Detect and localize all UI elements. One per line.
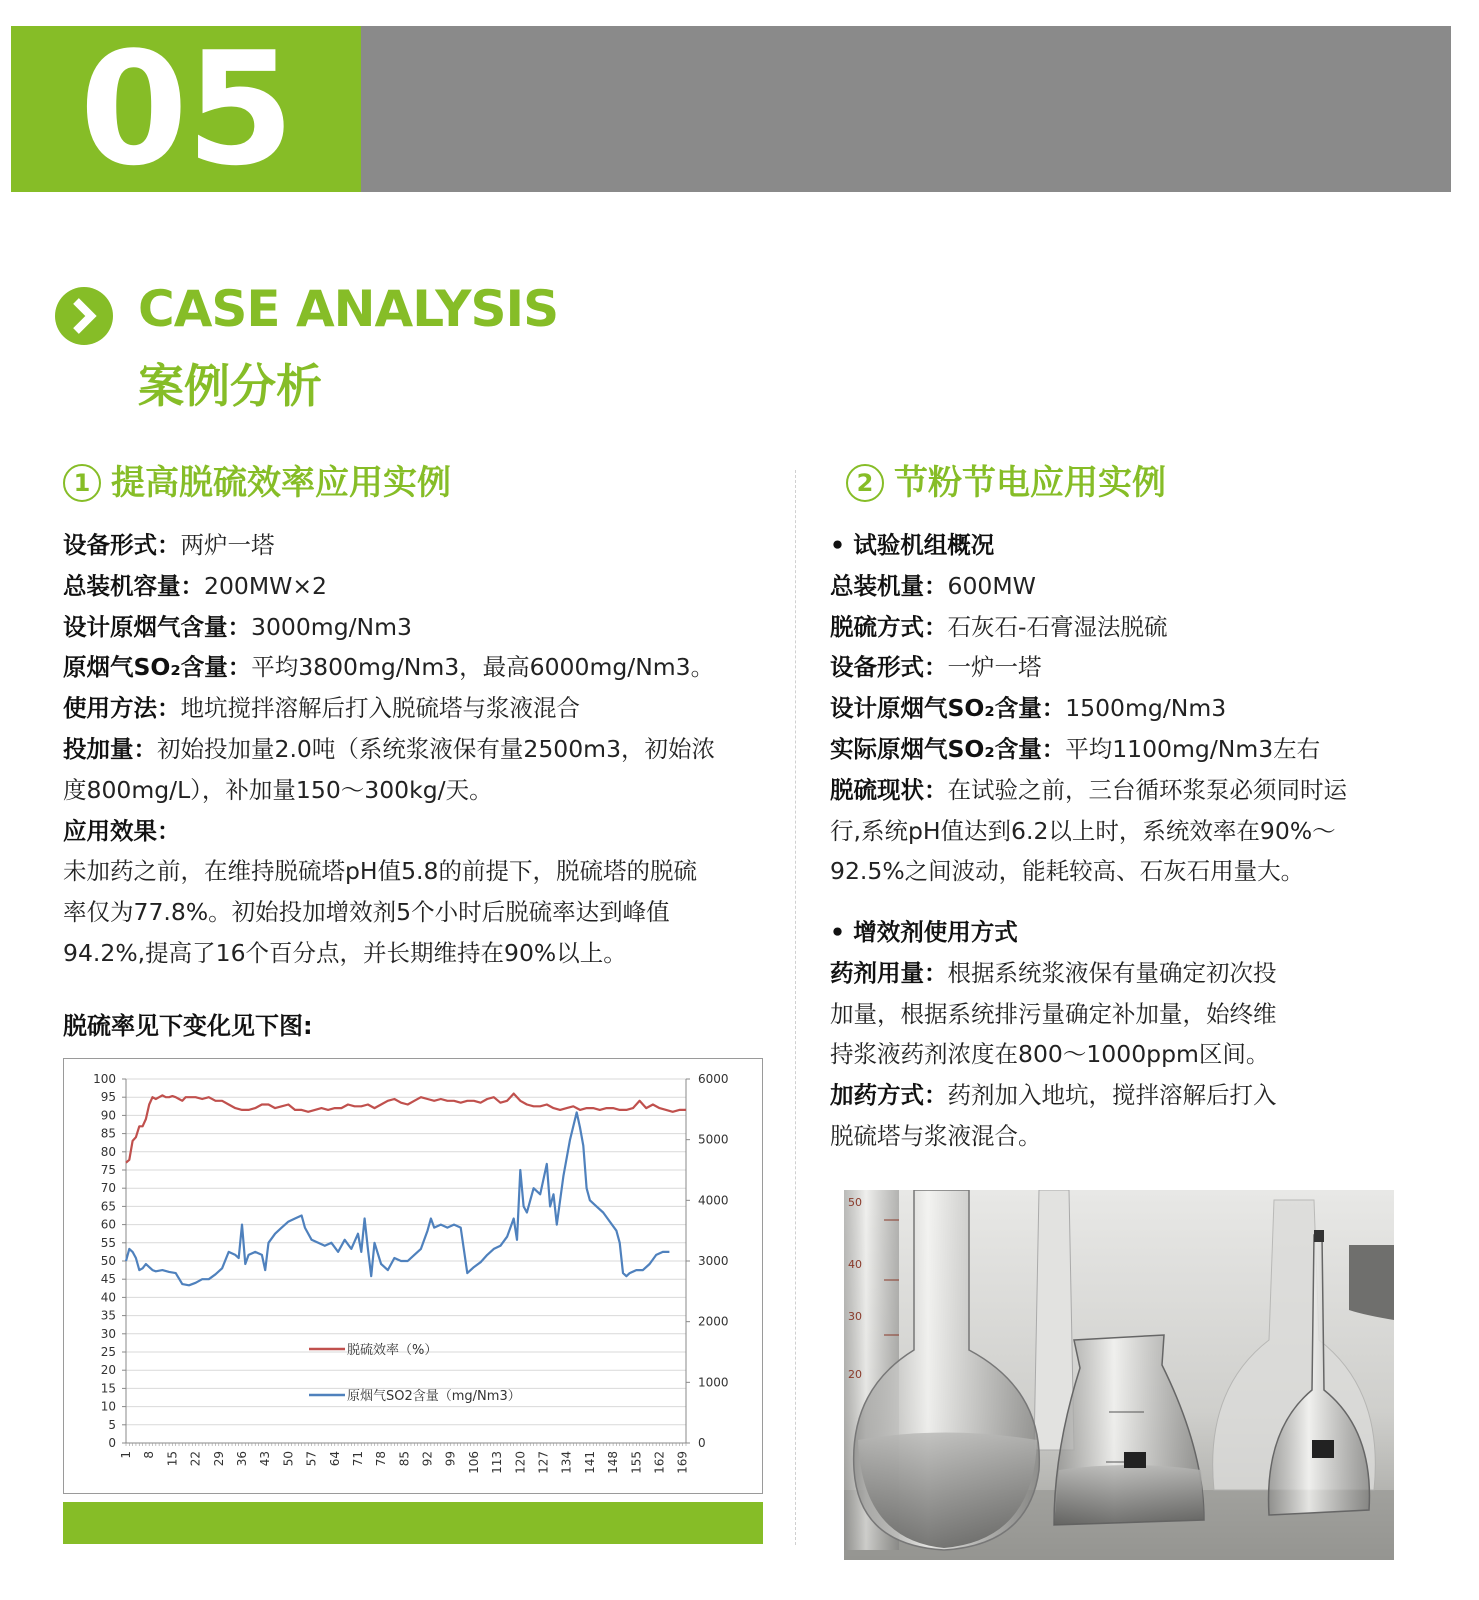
heading-number-badge: 2: [846, 464, 884, 502]
case2-overview-line: [830, 851, 1304, 892]
x-tick-label: 141: [582, 1451, 597, 1474]
x-tick-label: 148: [606, 1451, 621, 1474]
x-tick-label: 43: [258, 1451, 273, 1467]
desulfurization-chart: [63, 1058, 763, 1494]
heading-number-badge: 1: [63, 464, 101, 502]
case2-overview-label: 脱硫现状：: [830, 775, 948, 804]
y-left-tick-label: 15: [100, 1381, 116, 1396]
svg-text:40: 40: [848, 1258, 862, 1271]
y-left-tick-label: 10: [100, 1399, 116, 1414]
case1-label: 应用效果：: [63, 816, 181, 845]
case2-overview-label: • 试验机组概况: [830, 531, 995, 559]
section-title-zh: 案例分析: [138, 359, 322, 413]
y-right-tick-label: 5000: [698, 1132, 729, 1147]
case2-overview-line: [830, 647, 1042, 688]
legend-label: 脱硫效率（%）: [347, 1343, 438, 1358]
y-left-tick-label: 45: [100, 1272, 116, 1287]
x-tick-label: 113: [490, 1451, 505, 1474]
case2-overview-label: 实际原烟气SO₂含量：: [830, 735, 1066, 763]
case2-overview-label: 设备形式：: [830, 653, 948, 682]
svg-text:30: 30: [848, 1310, 862, 1323]
case2-overview-line: [830, 729, 1320, 770]
case2-overview-label: 总装机量：: [830, 571, 948, 600]
y-right-tick-label: 2000: [698, 1314, 729, 1329]
case2-overview-value: 在试验之前，三台循环浆泵必须同时运: [947, 775, 1347, 804]
right-heading-text: 节粉节电应用实例: [894, 463, 1166, 503]
y-right-tick-label: 6000: [698, 1072, 729, 1086]
header-gray-band: [361, 26, 1451, 192]
case1-label: 原烟气SO₂含量：: [63, 653, 252, 682]
case2-usage-value: 脱硫塔与浆液混合。: [830, 1122, 1042, 1150]
y-left-tick-label: 70: [100, 1181, 116, 1196]
case1-value: 度800mg/L），补加量150～300kg/天。: [63, 775, 493, 804]
y-right-tick-label: 1000: [698, 1375, 729, 1390]
y-left-tick-label: 90: [100, 1108, 116, 1123]
left-heading-text: 提高脱硫效率应用实例: [111, 463, 451, 503]
case1-line: [63, 729, 715, 770]
case2-overview-value: 行,系统pH值达到6.2以上时，系统效率在90%～: [830, 816, 1336, 845]
y-left-tick-label: 5: [108, 1417, 116, 1432]
y-left-tick-label: 25: [100, 1345, 116, 1359]
y-left-tick-label: 50: [100, 1254, 116, 1268]
case1-line: [63, 933, 627, 974]
svg-text:20: 20: [848, 1368, 862, 1381]
case1-value: 平均3800mg/Nm3，最高6000mg/Nm3。: [251, 653, 715, 682]
case1-line: [63, 525, 275, 566]
case1-line: [63, 811, 181, 852]
case1-label: 设备形式：: [63, 531, 181, 559]
case2-usage-label: • 增效剂使用方式: [830, 918, 1018, 946]
x-tick-label: 120: [513, 1451, 528, 1474]
case2-usage-value: 根据系统浆液保有量确定初次投: [947, 958, 1277, 987]
x-tick-label: 127: [536, 1451, 551, 1474]
case1-value: 初始投加量2.0吨（系统浆液保有量2500m3，初始浓: [157, 735, 716, 763]
case2-overview-value: 92.5%之间波动，能耗较高、石灰石用量大。: [830, 857, 1305, 886]
case1-value: 两炉一塔: [180, 531, 275, 559]
y-left-tick-label: 40: [100, 1290, 116, 1305]
case2-usage-line: [830, 1034, 1269, 1075]
x-tick-label: 78: [374, 1451, 389, 1467]
y-left-tick-label: 20: [100, 1363, 116, 1378]
y-left-tick-label: 30: [100, 1326, 116, 1341]
case1-label: 总装机容量：: [63, 571, 204, 600]
case2-usage-value: 药剂加入地坑，搅拌溶解后打入: [947, 1081, 1277, 1110]
x-tick-label: 29: [211, 1451, 226, 1467]
case1-line: [63, 647, 714, 688]
case2-usage-line: [830, 1075, 1277, 1116]
x-tick-label: 134: [559, 1451, 574, 1474]
case1-value: 地坑搅拌溶解后打入脱硫塔与浆液混合: [180, 694, 580, 723]
case2-overview-line: [830, 811, 1336, 852]
x-tick-label: 85: [397, 1451, 412, 1467]
x-tick-label: 169: [675, 1451, 690, 1474]
case1-line: [63, 607, 412, 648]
case2-overview-value: 石灰石-石膏湿法脱硫: [947, 612, 1168, 641]
y-left-tick-label: 95: [100, 1090, 116, 1105]
case2-overview-value: 一炉一塔: [947, 653, 1042, 682]
y-left-tick-label: 85: [100, 1126, 116, 1141]
x-tick-label: 155: [629, 1451, 644, 1474]
x-tick-label: 99: [443, 1451, 458, 1467]
case1-label: 设计原烟气含量：: [63, 612, 251, 641]
x-tick-label: 8: [142, 1451, 157, 1459]
case2-overview-line: [830, 770, 1347, 811]
case1-line: [63, 892, 670, 933]
case2-usage-line: [830, 994, 1277, 1035]
x-tick-label: 36: [234, 1451, 249, 1467]
x-tick-label: 57: [304, 1451, 319, 1467]
section-number: 05: [79, 18, 293, 200]
y-left-tick-label: 60: [100, 1217, 116, 1232]
case2-usage-line: [830, 953, 1277, 994]
x-tick-label: 15: [165, 1451, 180, 1467]
y-left-tick-label: 75: [100, 1163, 116, 1177]
case1-label: 投加量：: [63, 735, 157, 763]
case1-line: [63, 566, 327, 607]
y-left-tick-label: 65: [100, 1199, 116, 1214]
case1-value: 94.2%,提高了16个百分点，并长期维持在90%以上。: [63, 939, 627, 967]
case2-overview-line: [830, 566, 1036, 607]
case2-overview-line: [830, 525, 994, 566]
y-left-tick-label: 55: [100, 1235, 116, 1250]
footer-green-bar: [63, 1502, 763, 1544]
y-right-tick-label: 3000: [698, 1254, 729, 1268]
case2-usage-label: 药剂用量：: [830, 958, 948, 987]
chevron-right-circle-icon: [54, 286, 114, 346]
x-tick-label: 92: [420, 1451, 435, 1467]
case2-usage-line: [830, 1116, 1042, 1157]
case2-overview-value: 600MW: [947, 571, 1036, 600]
case2-overview-value: 平均1100mg/Nm3左右: [1065, 735, 1321, 763]
series-line: [126, 1094, 686, 1163]
case1-value: 未加药之前，在维持脱硫塔pH值5.8的前提下，脱硫塔的脱硫: [63, 857, 697, 886]
case2-usage-value: 加量，根据系统排污量确定补加量，始终维: [830, 999, 1277, 1028]
case1-value: 200MW×2: [204, 571, 328, 600]
x-tick-label: 64: [327, 1451, 342, 1467]
chart-canvas: [64, 1059, 764, 1495]
y-left-tick-label: 80: [100, 1144, 116, 1159]
laboratory-glassware-photo: [844, 1190, 1394, 1560]
case2-overview-value: 1500mg/Nm3: [1065, 694, 1227, 723]
case2-usage-line: [830, 912, 1018, 953]
case1-line: [63, 770, 493, 811]
svg-text:50: 50: [848, 1196, 862, 1209]
y-left-tick-label: 35: [100, 1308, 116, 1323]
x-tick-label: 50: [281, 1451, 296, 1467]
legend-label: 原烟气SO2含量（mg/Nm3）: [347, 1389, 521, 1404]
case1-line: [63, 688, 580, 729]
case2-usage-value: 持浆液药剂浓度在800～1000ppm区间。: [830, 1040, 1270, 1069]
x-tick-label: 1: [119, 1451, 133, 1459]
right-heading: [846, 455, 1166, 504]
y-left-tick-label: 100: [93, 1072, 116, 1086]
case1-line: [63, 851, 697, 892]
x-tick-label: 162: [652, 1451, 667, 1474]
case1-value: 3000mg/Nm3: [251, 612, 412, 641]
case2-overview-label: 脱硫方式：: [830, 612, 948, 641]
case2-overview-label: 设计原烟气SO₂含量：: [830, 694, 1066, 723]
y-right-tick-label: 4000: [698, 1193, 729, 1208]
column-divider: [795, 470, 796, 1545]
case2-usage-label: 加药方式：: [830, 1081, 948, 1110]
x-tick-label: 106: [466, 1451, 481, 1474]
series-line: [126, 1112, 669, 1285]
case2-overview-line: [830, 607, 1167, 648]
chart-title: 脱硫率见下变化见下图:: [63, 1012, 313, 1040]
y-right-tick-label: 0: [698, 1436, 706, 1450]
section-title-en: CASE ANALYSIS: [138, 280, 559, 338]
x-tick-label: 22: [188, 1451, 203, 1467]
case2-overview-line: [830, 688, 1226, 729]
x-tick-label: 71: [350, 1451, 365, 1467]
case1-value: 率仅为77.8%。初始投加增效剂5个小时后脱硫率达到峰值: [63, 898, 670, 927]
y-left-tick-label: 0: [108, 1436, 116, 1450]
left-heading: [63, 455, 451, 504]
case1-label: 使用方法：: [63, 694, 181, 723]
